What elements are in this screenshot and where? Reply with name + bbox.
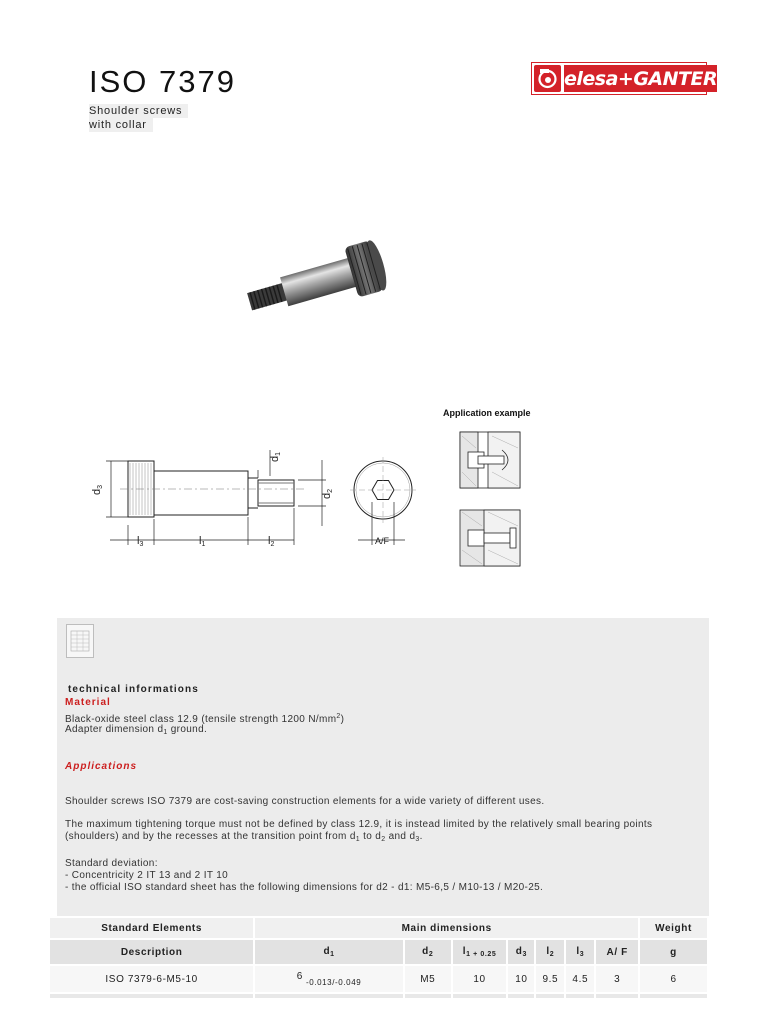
col-d3: $d_3$ [507, 939, 535, 965]
table-group-header-row [49, 917, 708, 939]
subtitle-line-2: with collar [89, 118, 153, 132]
dim-label-l3: l3 [137, 535, 144, 548]
col-l3: $l_3$ [565, 939, 595, 965]
dim-label-af: A/F [375, 536, 390, 546]
dim-label-d1: d1 [269, 451, 282, 462]
material-line-2: Adapter dimension $d_1$ ground. [65, 724, 208, 736]
applications-paragraph-1: Shoulder screws ISO 7379 are cost-saving construction elements for a wide variety of different uses. [65, 796, 545, 807]
dim-label-l1: l1 [199, 535, 206, 548]
header-standard-elements: Standard Elements [49, 917, 254, 939]
col-d1: $d_1$ [254, 939, 404, 965]
material-line-1: Black-oxide steel class 12.9 (tensile strength 1200 $N/mm^2$) [65, 713, 345, 725]
col-af: A/ F [595, 939, 639, 965]
application-example-label: Application example [443, 408, 531, 418]
document-icon [66, 624, 94, 658]
product-photo [230, 225, 390, 320]
subtitle-line-1: Shoulder screws [89, 104, 188, 118]
spec-table [48, 916, 709, 1000]
technical-info-panel [57, 618, 709, 916]
technical-drawing [91, 400, 540, 580]
standard-deviation: Standard deviation: - Concentricity 2 IT 13 and 2 IT 10 - the official ISO standard sheet has the following dimensions for d2 - d1: M5-6,5 / M10-13 / M20-25. [65, 858, 544, 893]
applications-paragraph-2: The maximum tightening torque must not be defined by class 12.9, it is instead limited by the relatively small bearing points (shoulders) and by the recesses at the transition point from $d_1$ to $d_2$ and $d_3$. [65, 819, 653, 843]
section-title: technical informations [68, 684, 199, 695]
header-main-dimensions: Main dimensions [254, 917, 639, 939]
cell-d1: $^6_{-0.013/-0.049}$ [254, 965, 404, 993]
material-heading: Material [65, 697, 111, 708]
cell-d2: M5 [404, 965, 452, 993]
cell-l2: 9.5 [535, 965, 565, 993]
cell-l3: 4.5 [565, 965, 595, 993]
page-title: ISO 7379 [89, 64, 236, 99]
dim-label-d3: d3 [91, 484, 104, 495]
dim-label-l2: l2 [268, 535, 275, 548]
logo-wordmark: elesa+GANTER [564, 65, 717, 92]
dim-label-d2: d2 [321, 488, 334, 499]
cell-description: ISO 7379-6-M5-10 [49, 965, 254, 993]
table-column-header-row [49, 939, 708, 965]
cell-d3: 10 [507, 965, 535, 993]
table-row-partial [49, 993, 708, 999]
col-d2: $d_2$ [404, 939, 452, 965]
col-l1: $l_{1 + 0.25}$ [452, 939, 508, 965]
logo-emblem-icon [534, 65, 561, 92]
cell-af: 3 [595, 965, 639, 993]
table-row [49, 965, 708, 993]
col-description: Description [49, 939, 254, 965]
brand-logo [531, 62, 718, 95]
cell-l1: 10 [452, 965, 508, 993]
page-subtitle [89, 104, 188, 132]
col-l2: $l_2$ [535, 939, 565, 965]
applications-heading: Applications [65, 761, 138, 772]
cell-weight: 6 [639, 965, 708, 993]
header-weight: Weight [639, 917, 708, 939]
col-weight-g: g [639, 939, 708, 965]
